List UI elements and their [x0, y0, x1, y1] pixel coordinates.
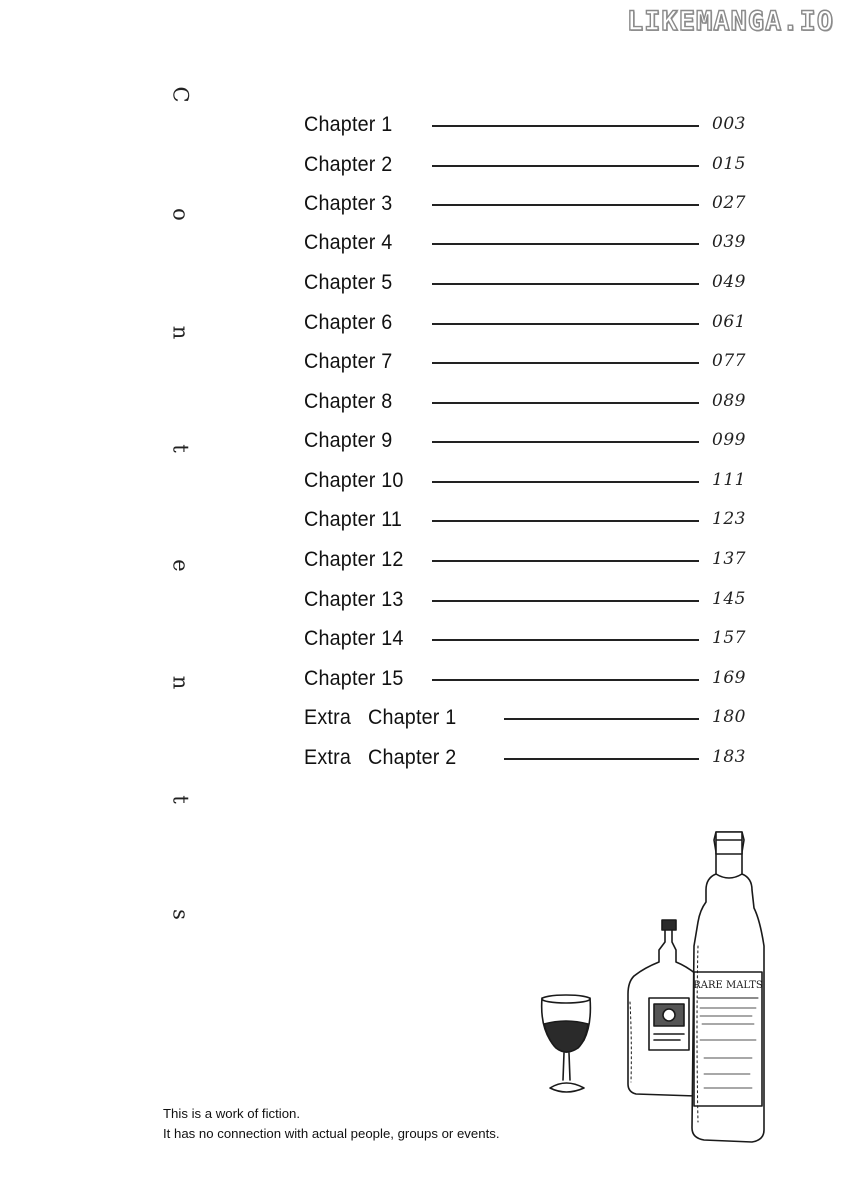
toc-entry[interactable]	[0, 746, 844, 778]
toc-leader-line	[432, 520, 699, 522]
heading-letter: t	[168, 444, 193, 453]
disclaimer-line: This is a work of fiction.	[163, 1106, 301, 1121]
toc-entry[interactable]	[0, 706, 844, 738]
heading-letter: n	[168, 325, 193, 340]
toc-page-number: 183	[712, 747, 746, 767]
toc-page-number: 169	[712, 668, 746, 688]
toc-entry[interactable]	[0, 508, 844, 540]
toc-leader-line	[432, 323, 699, 325]
toc-leader-line	[432, 679, 699, 681]
toc-page-number: 145	[712, 589, 746, 609]
toc-page-number: 157	[712, 628, 746, 648]
heading-letter: s	[168, 909, 193, 920]
disclaimer-line: It has no connection with actual people, groups or events.	[163, 1126, 500, 1141]
toc-chapter-title: Chapter 12	[304, 548, 404, 571]
toc-page-number: 077	[712, 351, 746, 371]
toc-chapter-title: Chapter 8	[304, 390, 393, 413]
toc-page-number: 123	[712, 509, 746, 529]
toc-entry[interactable]	[0, 153, 844, 185]
toc-chapter-title: Chapter 14	[304, 627, 404, 650]
toc-entry[interactable]	[0, 667, 844, 699]
toc-chapter-title: Chapter 15	[304, 667, 404, 690]
toc-chapter-title: Chapter 5	[304, 271, 393, 294]
toc-chapter-title: Extra Chapter 2	[304, 746, 457, 769]
toc-entry[interactable]	[0, 588, 844, 620]
toc-chapter-title: Chapter 13	[304, 588, 404, 611]
toc-leader-line	[432, 243, 699, 245]
fiction-disclaimer	[163, 1104, 500, 1144]
toc-leader-line	[432, 402, 699, 404]
toc-chapter-title: Chapter 3	[304, 192, 393, 215]
toc-entry[interactable]	[0, 350, 844, 382]
toc-leader-line	[432, 283, 699, 285]
toc-entry[interactable]	[0, 548, 844, 580]
toc-leader-line	[432, 204, 699, 206]
wine-glass-icon	[542, 995, 591, 1092]
toc-leader-line	[504, 718, 699, 720]
toc-page-number: 003	[712, 114, 746, 134]
heading-letter: C	[168, 86, 193, 103]
toc-page-number: 061	[712, 312, 746, 332]
bottle-label-text: RARE MALTS	[693, 980, 763, 991]
toc-entry[interactable]	[0, 192, 844, 224]
toc-leader-line	[432, 639, 699, 641]
toc-page-number: 099	[712, 430, 746, 450]
toc-chapter-title: Chapter 4	[304, 231, 393, 254]
heading-letter: t	[168, 795, 193, 804]
toc-chapter-title: Chapter 6	[304, 311, 393, 334]
toc-leader-line	[432, 481, 699, 483]
toc-page-number: 027	[712, 193, 746, 213]
toc-entry[interactable]	[0, 429, 844, 461]
toc-page-number: 039	[712, 232, 746, 252]
toc-entry[interactable]	[0, 113, 844, 145]
toc-entry[interactable]	[0, 469, 844, 501]
toc-entry[interactable]	[0, 271, 844, 303]
toc-entry[interactable]	[0, 311, 844, 343]
toc-entry[interactable]	[0, 627, 844, 659]
whisky-bottle-icon	[692, 832, 764, 1142]
toc-chapter-title: Chapter 10	[304, 469, 404, 492]
toc-leader-line	[432, 125, 699, 127]
toc-chapter-title: Chapter 11	[304, 508, 403, 531]
site-watermark: LIKEMANGA.IO	[626, 6, 834, 37]
heading-letter: n	[168, 675, 193, 690]
toc-chapter-title: Chapter 9	[304, 429, 393, 452]
toc-chapter-title: Chapter 1	[304, 113, 393, 136]
toc-page-number: 180	[712, 707, 746, 727]
toc-leader-line	[432, 362, 699, 364]
toc-page-number: 015	[712, 154, 746, 174]
toc-page-number: 111	[712, 470, 746, 490]
whisky-bottles-illustration	[520, 826, 780, 1156]
toc-leader-line	[432, 441, 699, 443]
toc-page-number: 049	[712, 272, 746, 292]
toc-chapter-title: Chapter 7	[304, 350, 393, 373]
heading-letter: o	[168, 208, 193, 221]
toc-page-number: 089	[712, 391, 746, 411]
toc-leader-line	[504, 758, 699, 760]
toc-entry[interactable]	[0, 231, 844, 263]
toc-page-number: 137	[712, 549, 746, 569]
toc-leader-line	[432, 600, 699, 602]
toc-entry[interactable]	[0, 390, 844, 422]
heading-letter: e	[168, 559, 193, 572]
toc-leader-line	[432, 165, 699, 167]
toc-leader-line	[432, 560, 699, 562]
toc-chapter-title: Extra Chapter 1	[304, 706, 457, 729]
toc-chapter-title: Chapter 2	[304, 153, 393, 176]
